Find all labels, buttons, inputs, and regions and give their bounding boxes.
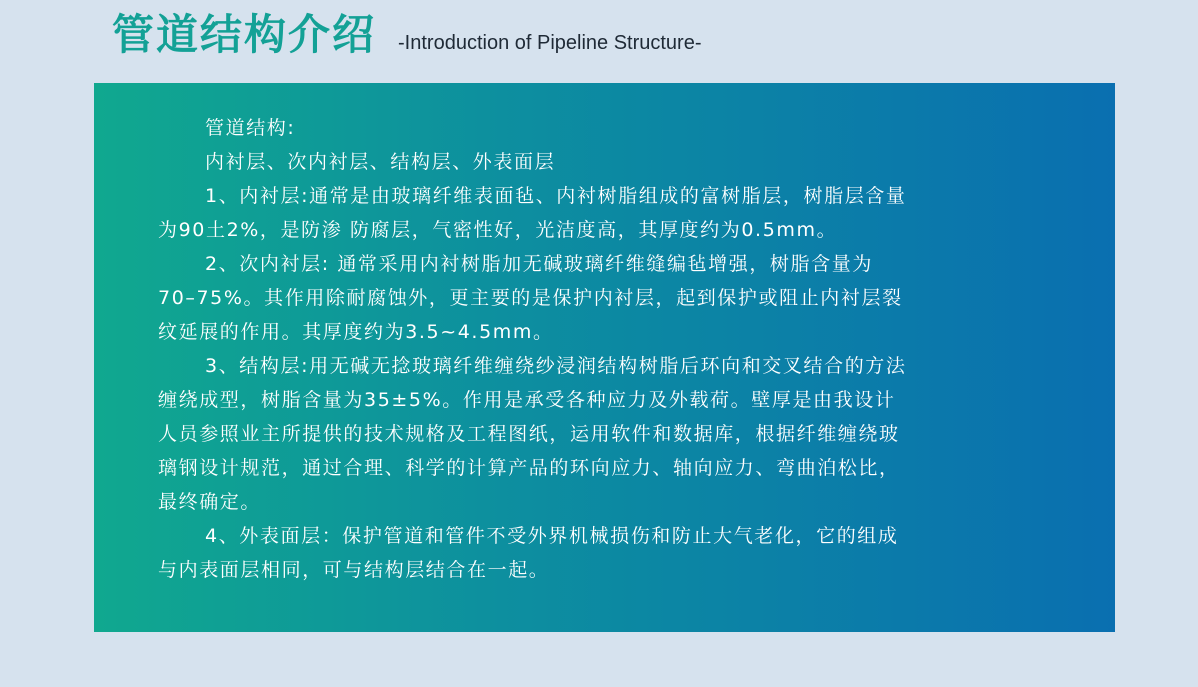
paragraph-line: 纹延展的作用。其厚度约为3.5~4.5mm。 — [158, 321, 554, 343]
paragraph-line: 3、结构层:用无碱无捻玻璃纤维缠绕纱浸润结构树脂后环向和交叉结合的方法 — [205, 355, 907, 377]
paragraph-line: 最终确定。 — [158, 491, 262, 513]
paragraph-line: 人员参照业主所提供的技术规格及工程图纸，运用软件和数据库，根据纤维缠绕玻 — [158, 423, 900, 445]
paragraph-line: 1、内衬层:通常是由玻璃纤维表面毡、内衬树脂组成的富树脂层，树脂层含量 — [205, 185, 907, 207]
content-panel — [94, 83, 1115, 632]
paragraph-line: 璃钢设计规范，通过合理、科学的计算产品的环向应力、轴向应力、弯曲泊松比， — [158, 457, 900, 479]
paragraph-line: 内衬层、次内衬层、结构层、外表面层 — [205, 151, 556, 173]
paragraph-line: 4、外表面层：保护管道和管件不受外界机械损伤和防止大气老化，它的组成 — [205, 525, 899, 547]
paragraph-line: 缠绕成型，树脂含量为35±5%。作用是承受各种应力及外载荷。壁厚是由我设计 — [158, 389, 896, 411]
paragraph-line: 管道结构: — [205, 117, 296, 139]
paragraph-line: 70–75%。其作用除耐腐蚀外，更主要的是保护内衬层，起到保护或阻止内衬层裂 — [158, 287, 903, 309]
page-title: 管道结构介绍 — [112, 10, 377, 59]
page-header — [112, 10, 702, 59]
paragraph-line: 为90土2%，是防渗 防腐层，气密性好，光洁度高，其厚度约为0.5mm。 — [158, 219, 838, 241]
page-subtitle: -Introduction of Pipeline Structure- — [398, 32, 702, 54]
paragraph-line: 与内表面层相同，可与结构层结合在一起。 — [158, 559, 550, 581]
paragraph-line: 2、次内衬层: 通常采用内衬树脂加无碱玻璃纤维缝编毡增强，树脂含量为 — [205, 253, 873, 275]
